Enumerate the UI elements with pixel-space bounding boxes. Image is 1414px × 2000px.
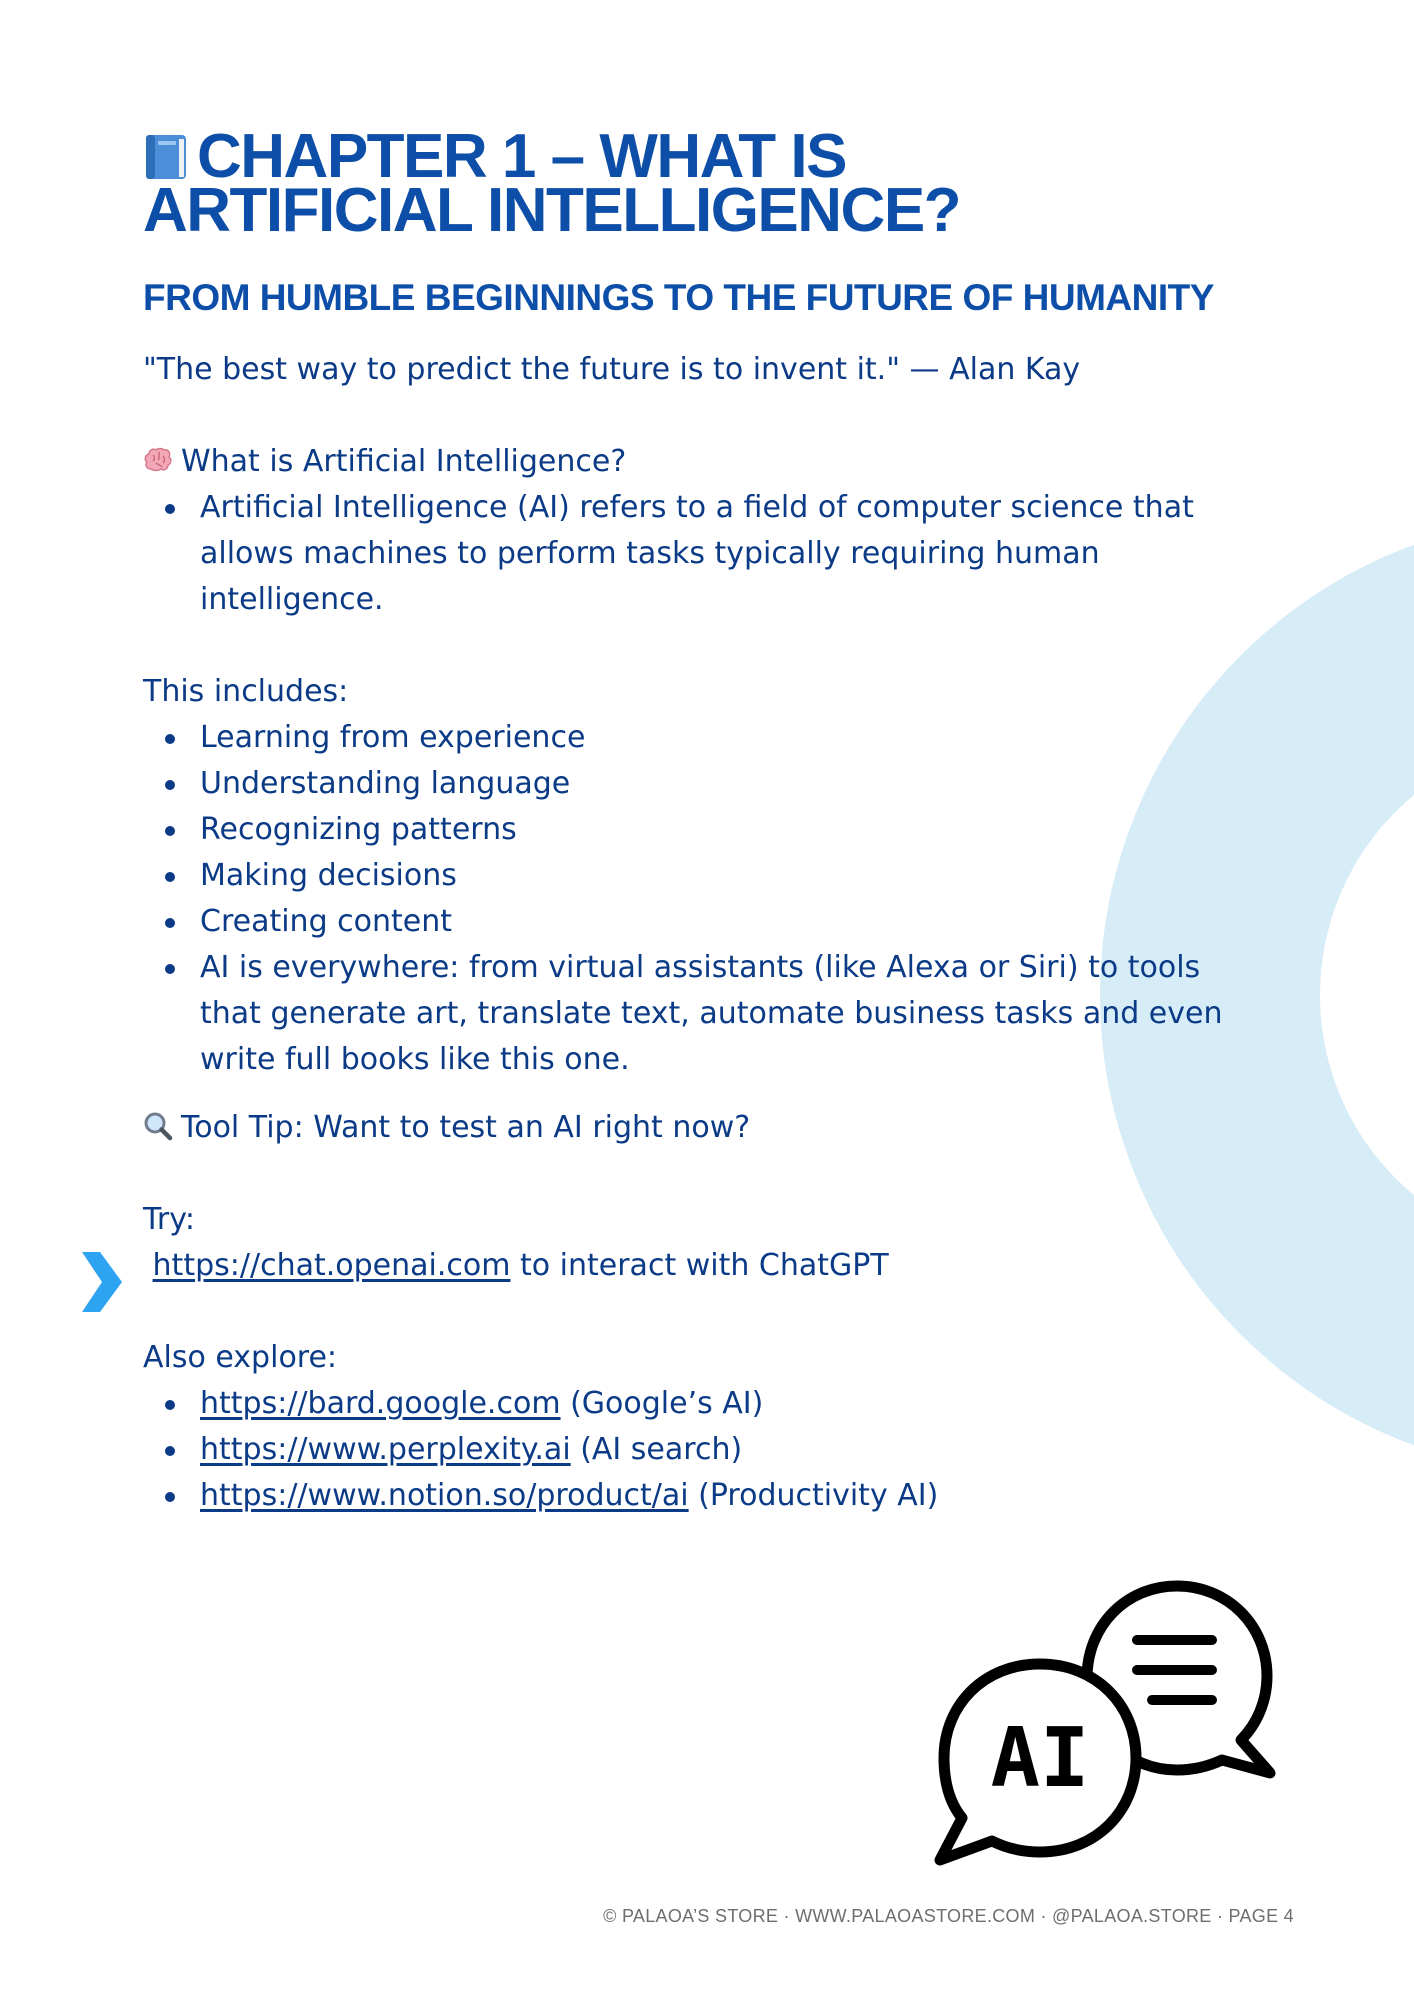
list-item: Making decisions bbox=[143, 853, 1230, 899]
page-footer: © PALAOA’S STORE · WWW.PALAOASTORE.COM · @PALAOA.STORE · PAGE 4 bbox=[603, 1906, 1294, 1926]
explore-links-list bbox=[143, 1381, 1283, 1519]
tool-tip bbox=[143, 1105, 1283, 1151]
definition-list bbox=[143, 485, 1283, 623]
ai-label: AI bbox=[990, 1711, 1090, 1806]
try-label: Try: bbox=[143, 1202, 195, 1237]
chapter-body bbox=[143, 347, 1283, 1519]
includes-heading: This includes: bbox=[143, 674, 349, 709]
perplexity-link[interactable]: https://www.perplexity.ai bbox=[200, 1432, 571, 1467]
brain-icon bbox=[143, 445, 173, 475]
notion-ai-link[interactable]: https://www.notion.so/product/ai bbox=[200, 1478, 689, 1513]
bard-link[interactable]: https://bard.google.com bbox=[200, 1386, 561, 1421]
ai-chat-bubbles-icon bbox=[930, 1568, 1280, 1868]
list-item: Learning from experience bbox=[143, 715, 1230, 761]
quote: "The best way to predict the future is to invent it." — Alan Kay bbox=[143, 352, 1081, 387]
includes-list bbox=[143, 715, 1283, 1083]
link-note: (Productivity AI) bbox=[688, 1478, 939, 1513]
magnifier-icon bbox=[143, 1111, 173, 1141]
tool-tip-text: Tool Tip: Want to test an AI right now? bbox=[181, 1110, 751, 1145]
page-content bbox=[143, 122, 1283, 1519]
explore-heading: Also explore: bbox=[143, 1340, 338, 1375]
definition-item: Artificial Intelligence (AI) refers to a field of computer science that allows machines to perform tasks typically requiring human intelligence. bbox=[143, 485, 1230, 623]
list-item bbox=[143, 1427, 1230, 1473]
list-item bbox=[143, 1473, 1230, 1519]
blue-book-icon bbox=[143, 133, 189, 181]
chapter-subtitle: FROM HUMBLE BEGINNINGS TO THE FUTURE OF HUMANITY bbox=[143, 277, 1214, 318]
list-item: Recognizing patterns bbox=[143, 807, 1230, 853]
list-item: Understanding language bbox=[143, 761, 1230, 807]
link-note: (Google’s AI) bbox=[560, 1386, 764, 1421]
what-is-heading bbox=[143, 439, 1283, 485]
what-is-heading-text: What is Artificial Intelligence? bbox=[181, 444, 627, 479]
list-item: AI is everywhere: from virtual assistants (like Alexa or Siri) to tools that generate art, translate text, automate business tasks and even write full books like this one. bbox=[143, 945, 1230, 1083]
link-note: (AI search) bbox=[570, 1432, 743, 1467]
list-item: Creating content bbox=[143, 899, 1230, 945]
chapter-title-text: CHAPTER 1 – WHAT IS ARTIFICIAL INTELLIGENCE? bbox=[143, 122, 961, 245]
try-block bbox=[143, 1197, 1283, 1289]
chatgpt-link[interactable]: https://chat.openai.com bbox=[152, 1248, 511, 1283]
try-suffix: to interact with ChatGPT bbox=[510, 1248, 889, 1283]
try-line bbox=[143, 1243, 1283, 1289]
chapter-title bbox=[143, 122, 1143, 245]
chevron-right-icon bbox=[78, 1250, 124, 1314]
list-item bbox=[143, 1381, 1230, 1427]
